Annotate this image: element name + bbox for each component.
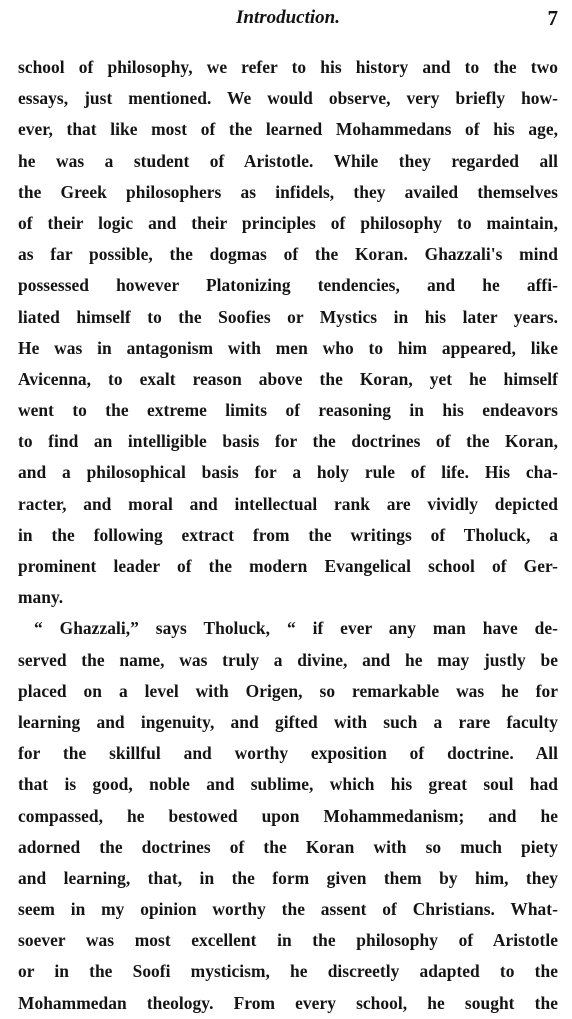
text-line: went to the extreme limits of reasoning in his endeavors <box>18 400 558 421</box>
text-line: placed on a level with Origen, so remarkable was he for <box>18 680 558 701</box>
text-line: school of philosophy, we refer to his history and to the two <box>18 57 558 77</box>
page-number: 7 <box>547 6 558 30</box>
paragraph-first-line: “ Ghazzali,” says Tholuck, “ if ever any man have de- <box>34 618 558 639</box>
text-line: as far possible, the dogmas of the Koran. Ghazzali's mind <box>18 244 558 265</box>
text-line: to find an intelligible basis for the doctrines of the Koran, <box>18 431 558 452</box>
text-line: seem in my opinion worthy the assent of Christians. What- <box>18 899 558 920</box>
text-line: of their logic and their principles of philosophy to maintain, <box>18 212 558 233</box>
text-line: served the name, was truly a divine, and he may justly be <box>18 649 558 670</box>
text-line: ever, that like most of the learned Mohammedans of his age, <box>18 119 558 140</box>
body-text <box>18 52 558 1019</box>
text-line: and a philosophical basis for a holy rule of life. His cha- <box>18 462 558 483</box>
text-line: racter, and moral and intellectual rank are vividly depicted <box>18 493 558 514</box>
text-line: He was in antagonism with men who to him appeared, like <box>18 337 558 358</box>
text-line: prominent leader of the modern Evangelical school of Ger- <box>18 556 558 576</box>
page-header <box>18 6 558 30</box>
text-line: he was a student of Aristotle. While they regarded all <box>18 150 558 171</box>
text-line: learning and ingenuity, and gifted with such a rare faculty <box>18 711 558 732</box>
text-line: possessed however Platonizing tendencies, and he affi- <box>18 275 558 296</box>
text-line: adorned the doctrines of the Koran with so much piety <box>18 836 558 857</box>
text-line: the Greek philosophers as infidels, they availed themselves <box>18 181 558 202</box>
text-line: liated himself to the Soofies or Mystics in his later years. <box>18 306 558 327</box>
text-line: Avicenna, to exalt reason above the Koran, yet he himself <box>18 368 558 389</box>
text-line: essays, just mentioned. We would observe, very briefly how- <box>18 88 558 109</box>
text-line: soever was most excellent in the philosophy of Aristotle <box>18 930 558 951</box>
text-line: Mohammedan theology. From every school, he sought the <box>18 992 558 1013</box>
text-line: in the following extract from the writings of Tholuck, a <box>18 524 558 545</box>
text-line: that is good, noble and sublime, which his great soul had <box>18 774 558 795</box>
text-line: and learning, that, in the form given them by him, they <box>18 867 558 888</box>
text-line: for the skillful and worthy exposition of doctrine. All <box>18 743 558 764</box>
text-line: compassed, he bestowed upon Mohammedanism; and he <box>18 805 558 826</box>
running-title: Introduction. <box>235 7 340 28</box>
text-line: or in the Soofi mysticism, he discreetly adapted to the <box>18 961 558 982</box>
paragraph-end-line: many. <box>18 587 64 608</box>
